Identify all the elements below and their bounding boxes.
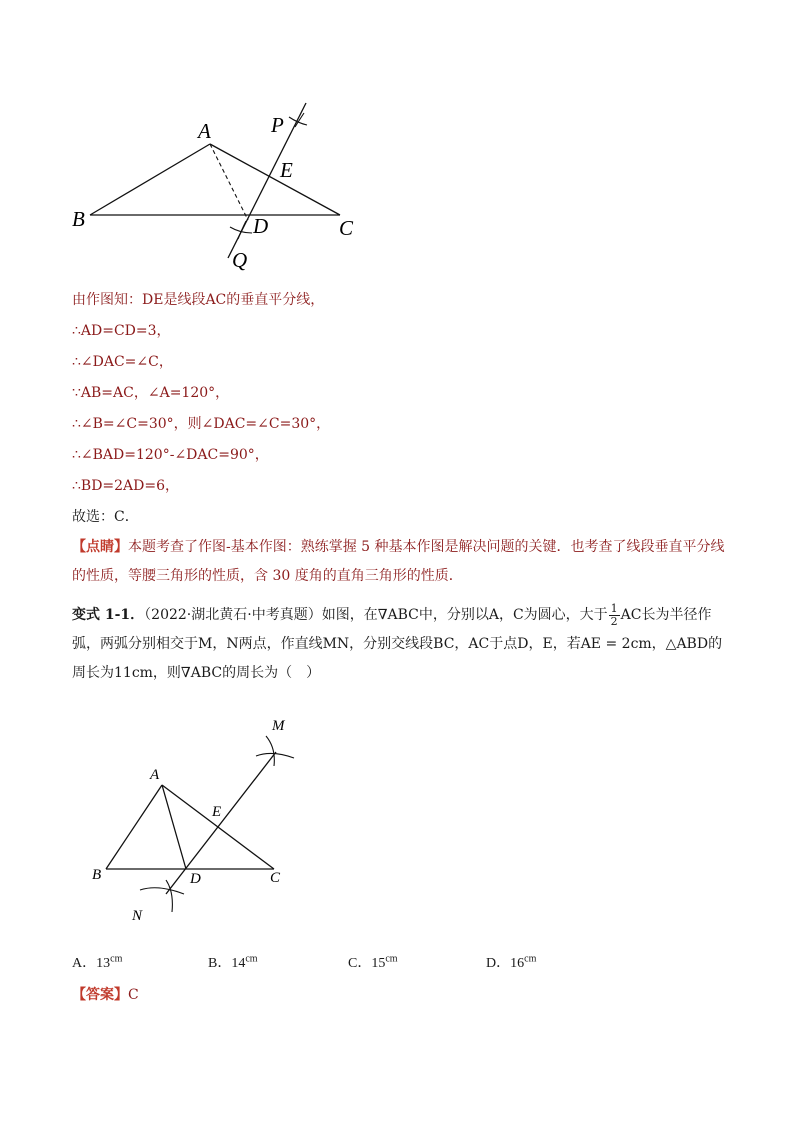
comment-tag: 【点睛】 bbox=[72, 539, 128, 555]
segment-ad-2 bbox=[162, 785, 186, 869]
segment-ab-2 bbox=[106, 785, 162, 869]
label-n-2: N bbox=[132, 908, 143, 924]
figure-1-triangle-construction bbox=[60, 95, 380, 275]
solution-line-1: 由作图知：DE是线段AC的垂直平分线， bbox=[72, 292, 325, 308]
comment-block bbox=[72, 533, 732, 591]
figure-2-triangle-construction bbox=[80, 712, 320, 932]
answer-tag: 【答案】 bbox=[72, 987, 128, 1003]
arc-mark-m2 bbox=[266, 736, 274, 766]
choice-d[interactable]: D．$16^{cm}$ bbox=[486, 953, 537, 971]
answer-value: C bbox=[128, 987, 139, 1003]
label-d: D bbox=[253, 214, 269, 238]
segment-ab bbox=[90, 144, 210, 215]
label-c-2: C bbox=[270, 870, 281, 886]
label-c: C bbox=[339, 216, 354, 240]
choice-a[interactable]: A．$13^{cm}$ bbox=[72, 953, 123, 971]
solution-line-4: ∵AB=AC，∠A=120°， bbox=[72, 385, 230, 401]
arc-mark-q2 bbox=[238, 221, 246, 239]
problem-statement bbox=[72, 601, 732, 688]
choice-c[interactable]: C．$15^{cm}$ bbox=[348, 953, 398, 971]
fraction-half: $\frac{1}{2}$ bbox=[610, 601, 618, 628]
solution-line-6: ∴∠BAD=120°-∠DAC=90°， bbox=[72, 447, 269, 463]
label-a: A bbox=[198, 119, 211, 143]
problem-text-part2: AC长为半径作弧，两弧分别相交于M，N两点，作直线MN，分别交线段BC，AC于点D，E，若AE = 2cm，△ABD的周长为11cm，则∇ABC的周长为（ ） bbox=[72, 607, 723, 681]
label-q: Q bbox=[232, 248, 248, 272]
answer-line bbox=[72, 984, 139, 1004]
label-e: E bbox=[280, 158, 293, 182]
solution-line-3: ∴∠DAC=∠C， bbox=[72, 354, 173, 370]
segment-ac bbox=[210, 144, 340, 215]
line-mn bbox=[166, 752, 276, 894]
solution-line-7: ∴BD=2AD=6， bbox=[72, 478, 180, 494]
problem-tag: 变式 1-1． bbox=[72, 607, 145, 623]
segment-ad-dashed bbox=[210, 144, 248, 220]
choice-b[interactable]: B．$14^{cm}$ bbox=[208, 953, 258, 971]
comment-text: 本题考查了作图-基本作图：熟练掌握 5 种基本作图是解决问题的关键．也考查了线段垂直平分线的性质，等腰三角形的性质，含 30 度角的直角三角形的性质． bbox=[72, 539, 725, 584]
label-e-2: E bbox=[212, 804, 222, 820]
label-p: P bbox=[271, 113, 284, 137]
label-m-2: M bbox=[272, 718, 285, 734]
arc-mark-n bbox=[140, 888, 184, 894]
problem-text-part1: （2022·湖北黄石·中考真题）如图，在∇ABC中，分别以A，C为圆心，大于 bbox=[144, 607, 608, 623]
label-d-2: D bbox=[190, 871, 201, 887]
solution-line-8: 故选：C． bbox=[72, 509, 139, 525]
solution-line-2: ∴AD=CD=3， bbox=[72, 323, 171, 339]
label-b: B bbox=[72, 207, 85, 231]
arc-mark-m bbox=[256, 753, 294, 758]
arc-mark-n2 bbox=[166, 880, 172, 912]
solution-line-5: ∴∠B=∠C=30°，则∠DAC=∠C=30°， bbox=[72, 416, 331, 432]
label-a-2: A bbox=[150, 767, 160, 783]
label-b-2: B bbox=[92, 867, 102, 883]
